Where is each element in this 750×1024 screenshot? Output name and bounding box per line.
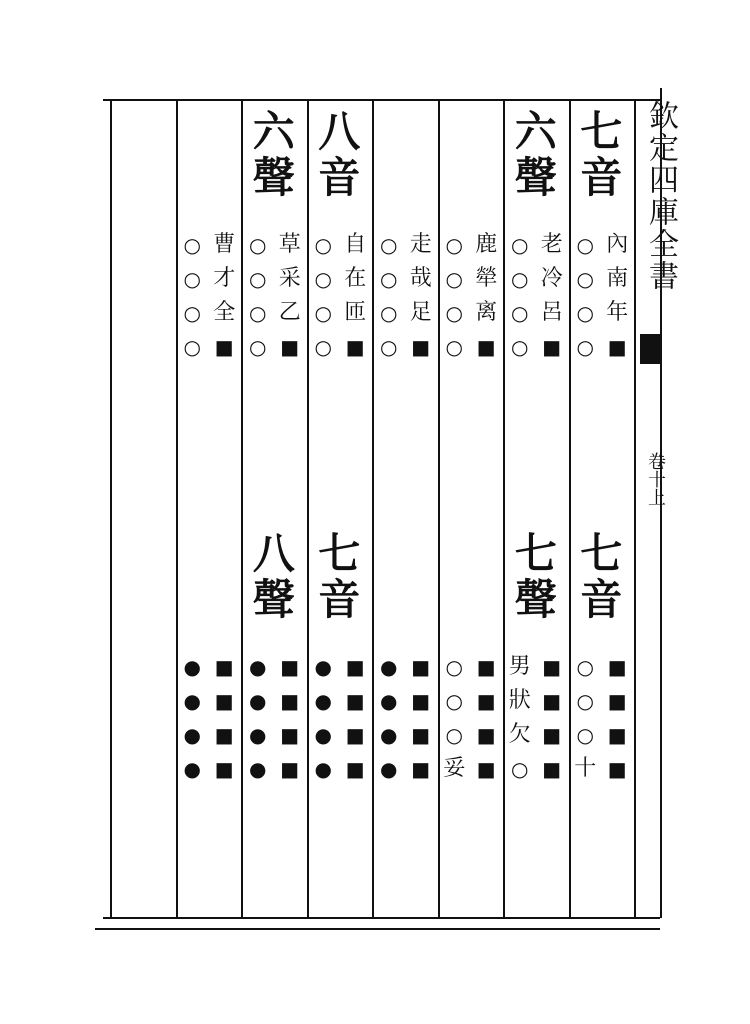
hollow-circle-mark: ○ (511, 335, 529, 359)
hollow-circle-mark: ○ (511, 301, 529, 325)
filled-circle-mark: ● (249, 655, 267, 679)
book-title: 欽定四庫全書 (643, 100, 678, 292)
column-heading-char: 七 (318, 529, 361, 578)
filled-circle-mark: ● (249, 723, 267, 747)
column-heading-char: 八 (318, 107, 361, 156)
hollow-circle-mark: ○ (249, 233, 267, 257)
rhyme-char: 走 (409, 232, 432, 257)
rhyme-char: 妥 (443, 756, 466, 781)
filled-circle-mark: ● (183, 723, 201, 747)
rhyme-char: 才 (213, 266, 236, 291)
column-rule (307, 100, 309, 918)
hollow-circle-mark: ○ (576, 655, 594, 679)
hollow-circle-mark: ○ (576, 233, 594, 257)
hollow-circle-mark: ○ (511, 757, 529, 781)
column-heading-char: 七 (580, 529, 623, 578)
filled-circle-mark: ● (183, 689, 201, 713)
filled-square-mark: ■ (280, 757, 300, 781)
rhyme-char: 哉 (409, 266, 432, 291)
rhyme-char: 乙 (278, 300, 301, 325)
filled-square-mark: ■ (214, 335, 234, 359)
column-heading-char: 七 (514, 529, 557, 578)
filled-circle-mark: ● (314, 655, 332, 679)
column-rule (372, 100, 374, 918)
rhyme-char: 匝 (344, 300, 367, 325)
filled-square-mark: ■ (476, 655, 496, 679)
filled-square-mark: ■ (607, 689, 627, 713)
rhyme-char: 老 (540, 232, 563, 257)
filled-square-mark: ■ (607, 757, 627, 781)
filled-square-mark: ■ (476, 757, 496, 781)
hollow-circle-mark: ○ (576, 335, 594, 359)
hollow-circle-mark: ○ (445, 689, 463, 713)
filled-square-mark: ■ (411, 689, 431, 713)
column-heading-char: 六 (514, 107, 557, 156)
column-rule (176, 100, 178, 918)
rhyme-char: 全 (213, 300, 236, 325)
hollow-circle-mark: ○ (576, 267, 594, 291)
hollow-circle-mark: ○ (576, 301, 594, 325)
filled-square-mark: ■ (607, 655, 627, 679)
hollow-circle-mark: ○ (314, 233, 332, 257)
filled-square-mark: ■ (411, 335, 431, 359)
hollow-circle-mark: ○ (511, 233, 529, 257)
hollow-circle-mark: ○ (380, 233, 398, 257)
filled-square-mark: ■ (542, 335, 562, 359)
column-rule (241, 100, 243, 918)
rhyme-char: 內 (606, 232, 629, 257)
rhyme-char: 冷 (540, 266, 563, 291)
column-rule (110, 100, 112, 918)
margin-rule (660, 88, 662, 918)
filled-square-mark: ■ (542, 723, 562, 747)
rhyme-char: 犖 (475, 266, 498, 291)
hollow-circle-mark: ○ (314, 267, 332, 291)
rhyme-char: 狀 (508, 688, 531, 713)
filled-circle-mark: ● (380, 723, 398, 747)
rhyme-char: 采 (278, 266, 301, 291)
hollow-circle-mark: ○ (380, 335, 398, 359)
hollow-circle-mark: ○ (183, 267, 201, 291)
hollow-circle-mark: ○ (183, 233, 201, 257)
filled-square-mark: ■ (476, 723, 496, 747)
filled-circle-mark: ● (380, 757, 398, 781)
filled-square-mark: ■ (476, 335, 496, 359)
hollow-circle-mark: ○ (314, 301, 332, 325)
filled-square-mark: ■ (542, 689, 562, 713)
column-rule (503, 100, 505, 918)
rhyme-char: 足 (409, 300, 432, 325)
filled-square-mark: ■ (345, 689, 365, 713)
column-heading-char: 音 (318, 575, 361, 624)
column-rule (634, 100, 636, 918)
fish-tail-mark (640, 334, 660, 364)
hollow-circle-mark: ○ (380, 301, 398, 325)
filled-square-mark: ■ (214, 689, 234, 713)
filled-square-mark: ■ (345, 335, 365, 359)
hollow-circle-mark: ○ (576, 689, 594, 713)
hollow-circle-mark: ○ (445, 233, 463, 257)
filled-square-mark: ■ (607, 723, 627, 747)
filled-square-mark: ■ (280, 335, 300, 359)
column-heading-char: 音 (580, 153, 623, 202)
filled-circle-mark: ● (380, 655, 398, 679)
filled-square-mark: ■ (345, 757, 365, 781)
column-rule (569, 100, 571, 918)
hollow-circle-mark: ○ (445, 655, 463, 679)
filled-circle-mark: ● (380, 689, 398, 713)
column-heading-char: 音 (318, 153, 361, 202)
filled-square-mark: ■ (280, 655, 300, 679)
column-rule (438, 100, 440, 918)
filled-square-mark: ■ (411, 757, 431, 781)
hollow-circle-mark: ○ (183, 301, 201, 325)
filled-square-mark: ■ (214, 723, 234, 747)
filled-square-mark: ■ (280, 723, 300, 747)
filled-square-mark: ■ (345, 723, 365, 747)
filled-circle-mark: ● (314, 689, 332, 713)
volume-label: 卷十上 (645, 452, 666, 506)
top-border (103, 99, 660, 101)
hollow-circle-mark: ○ (314, 335, 332, 359)
filled-circle-mark: ● (183, 757, 201, 781)
filled-circle-mark: ● (183, 655, 201, 679)
rhyme-char: 曹 (213, 232, 236, 257)
rhyme-char: 年 (606, 300, 629, 325)
filled-square-mark: ■ (476, 689, 496, 713)
filled-circle-mark: ● (314, 757, 332, 781)
hollow-circle-mark: ○ (249, 335, 267, 359)
rhyme-char: 南 (606, 266, 629, 291)
filled-circle-mark: ● (249, 689, 267, 713)
filled-square-mark: ■ (280, 689, 300, 713)
column-heading-char: 音 (580, 575, 623, 624)
hollow-circle-mark: ○ (445, 301, 463, 325)
filled-square-mark: ■ (542, 655, 562, 679)
column-heading-char: 聲 (514, 153, 557, 202)
rhyme-char: 呂 (540, 300, 563, 325)
column-heading-char: 聲 (252, 575, 295, 624)
filled-circle-mark: ● (314, 723, 332, 747)
column-heading-char: 六 (252, 107, 295, 156)
rhyme-char: 草 (278, 232, 301, 257)
filled-circle-mark: ● (249, 757, 267, 781)
rhyme-char: 欠 (508, 722, 531, 747)
filled-square-mark: ■ (607, 335, 627, 359)
rhyme-char: 离 (475, 300, 498, 325)
filled-square-mark: ■ (411, 723, 431, 747)
rhyme-char: 男 (508, 654, 531, 679)
column-heading-char: 八 (252, 529, 295, 578)
filled-square-mark: ■ (345, 655, 365, 679)
bottom-border (103, 917, 660, 919)
rhyme-char: 在 (344, 266, 367, 291)
filled-square-mark: ■ (411, 655, 431, 679)
rhyme-char: 十 (574, 756, 597, 781)
hollow-circle-mark: ○ (445, 267, 463, 291)
hollow-circle-mark: ○ (249, 267, 267, 291)
filled-square-mark: ■ (214, 757, 234, 781)
filled-square-mark: ■ (214, 655, 234, 679)
hollow-circle-mark: ○ (511, 267, 529, 291)
hollow-circle-mark: ○ (445, 723, 463, 747)
filled-square-mark: ■ (542, 757, 562, 781)
column-heading-char: 聲 (514, 575, 557, 624)
hollow-circle-mark: ○ (445, 335, 463, 359)
bottom-outer-border (95, 928, 660, 930)
rhyme-char: 自 (344, 232, 367, 257)
hollow-circle-mark: ○ (183, 335, 201, 359)
hollow-circle-mark: ○ (380, 267, 398, 291)
column-heading-char: 七 (580, 107, 623, 156)
column-heading-char: 聲 (252, 153, 295, 202)
rhyme-char: 鹿 (475, 232, 498, 257)
hollow-circle-mark: ○ (576, 723, 594, 747)
hollow-circle-mark: ○ (249, 301, 267, 325)
